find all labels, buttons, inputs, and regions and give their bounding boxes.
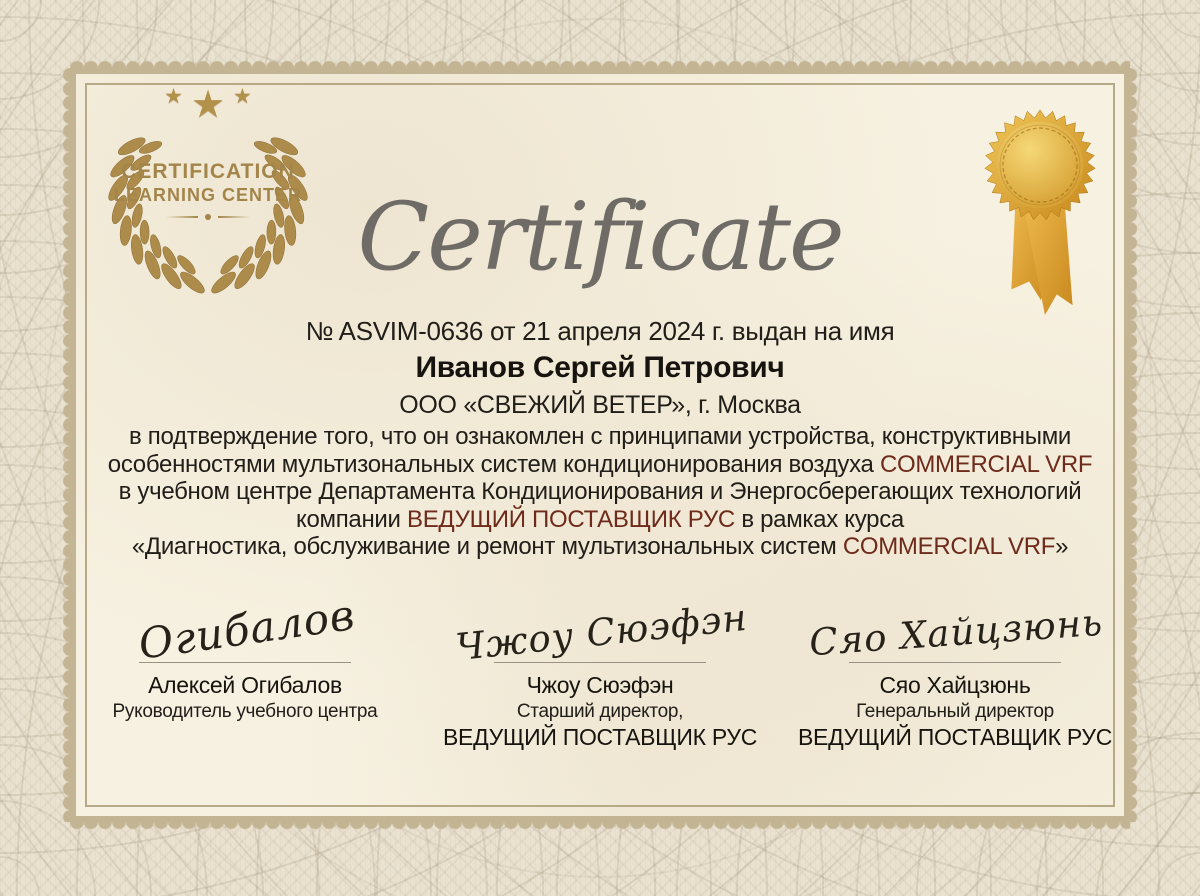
signer-role: Руководитель учебного центра (112, 701, 378, 722)
signatures-row (80, 578, 1120, 751)
stars-icon (92, 86, 324, 124)
highlighted-term: ВЕДУЩИЙ ПОСТАВЩИК РУС (407, 505, 735, 533)
recipient-company: ООО «СВЕЖИЙ ВЕТЕР», г. Москва (399, 391, 801, 419)
signature-block-head-of-center (80, 578, 410, 751)
signature-handwriting: Сяо Хайцзюнь (807, 600, 1105, 665)
star-icon: ★ (190, 84, 226, 126)
signature-handwriting: Чжоу Сюэфэн (453, 595, 750, 670)
body-line: компании ВЕДУЩИЙ ПОСТАВЩИК РУС в рамках курса (296, 505, 904, 533)
certificate-title: Certificate (357, 183, 843, 292)
recipient-name: Иванов Сергей Петрович (415, 351, 785, 384)
signer-role: Генеральный директор (856, 701, 1054, 722)
certificate-number-line: № ASVIM-0636 от 21 апреля 2024 г. выдан на имя (305, 316, 895, 346)
body-line: в подтверждение того, что он ознакомлен с принципами устройства, конструктивными (128, 423, 1072, 450)
signer-role: Старший директор, (516, 701, 684, 722)
highlighted-term: COMMERCIAL VRF (879, 450, 1093, 478)
scallop-edge-top (70, 59, 1130, 68)
body-line: особенностями мультизональных систем кондиционирования воздуха COMMERCIAL VRF (107, 450, 1093, 478)
signer-name: Чжоу Сюэфэн (526, 672, 674, 698)
star-icon: ★ (164, 85, 183, 108)
signature-line (494, 662, 706, 663)
logo-text-line1: CERTIFICATION (121, 160, 295, 183)
star-icon: ★ (233, 85, 252, 108)
highlighted-term: COMMERCIAL VRF (842, 533, 1056, 561)
scallop-edge-bottom (70, 822, 1130, 831)
signer-company: ВЕДУЩИЙ ПОСТАВЩИК РУС (442, 724, 758, 750)
body-paragraph (0, 423, 1200, 561)
signer-name: Алексей Огибалов (148, 672, 342, 698)
signer-name: Сяо Хайцзюнь (879, 672, 1031, 698)
body-line: «Диагностика, обслуживание и ремонт мультизональных систем COMMERCIAL VRF» (131, 533, 1069, 561)
signature-handwriting: Огибалов (135, 589, 359, 669)
signer-company: ВЕДУЩИЙ ПОСТАВЩИК РУС (797, 724, 1113, 750)
signature-line (849, 662, 1061, 663)
signature-block-senior-director (435, 578, 765, 751)
signature-block-general-director (790, 578, 1120, 751)
logo-text-line2: LEARNING CENTER (113, 185, 302, 205)
body-line: в учебном центре Департамента Кондиционирования и Энергосберегающих технологий (118, 478, 1082, 506)
